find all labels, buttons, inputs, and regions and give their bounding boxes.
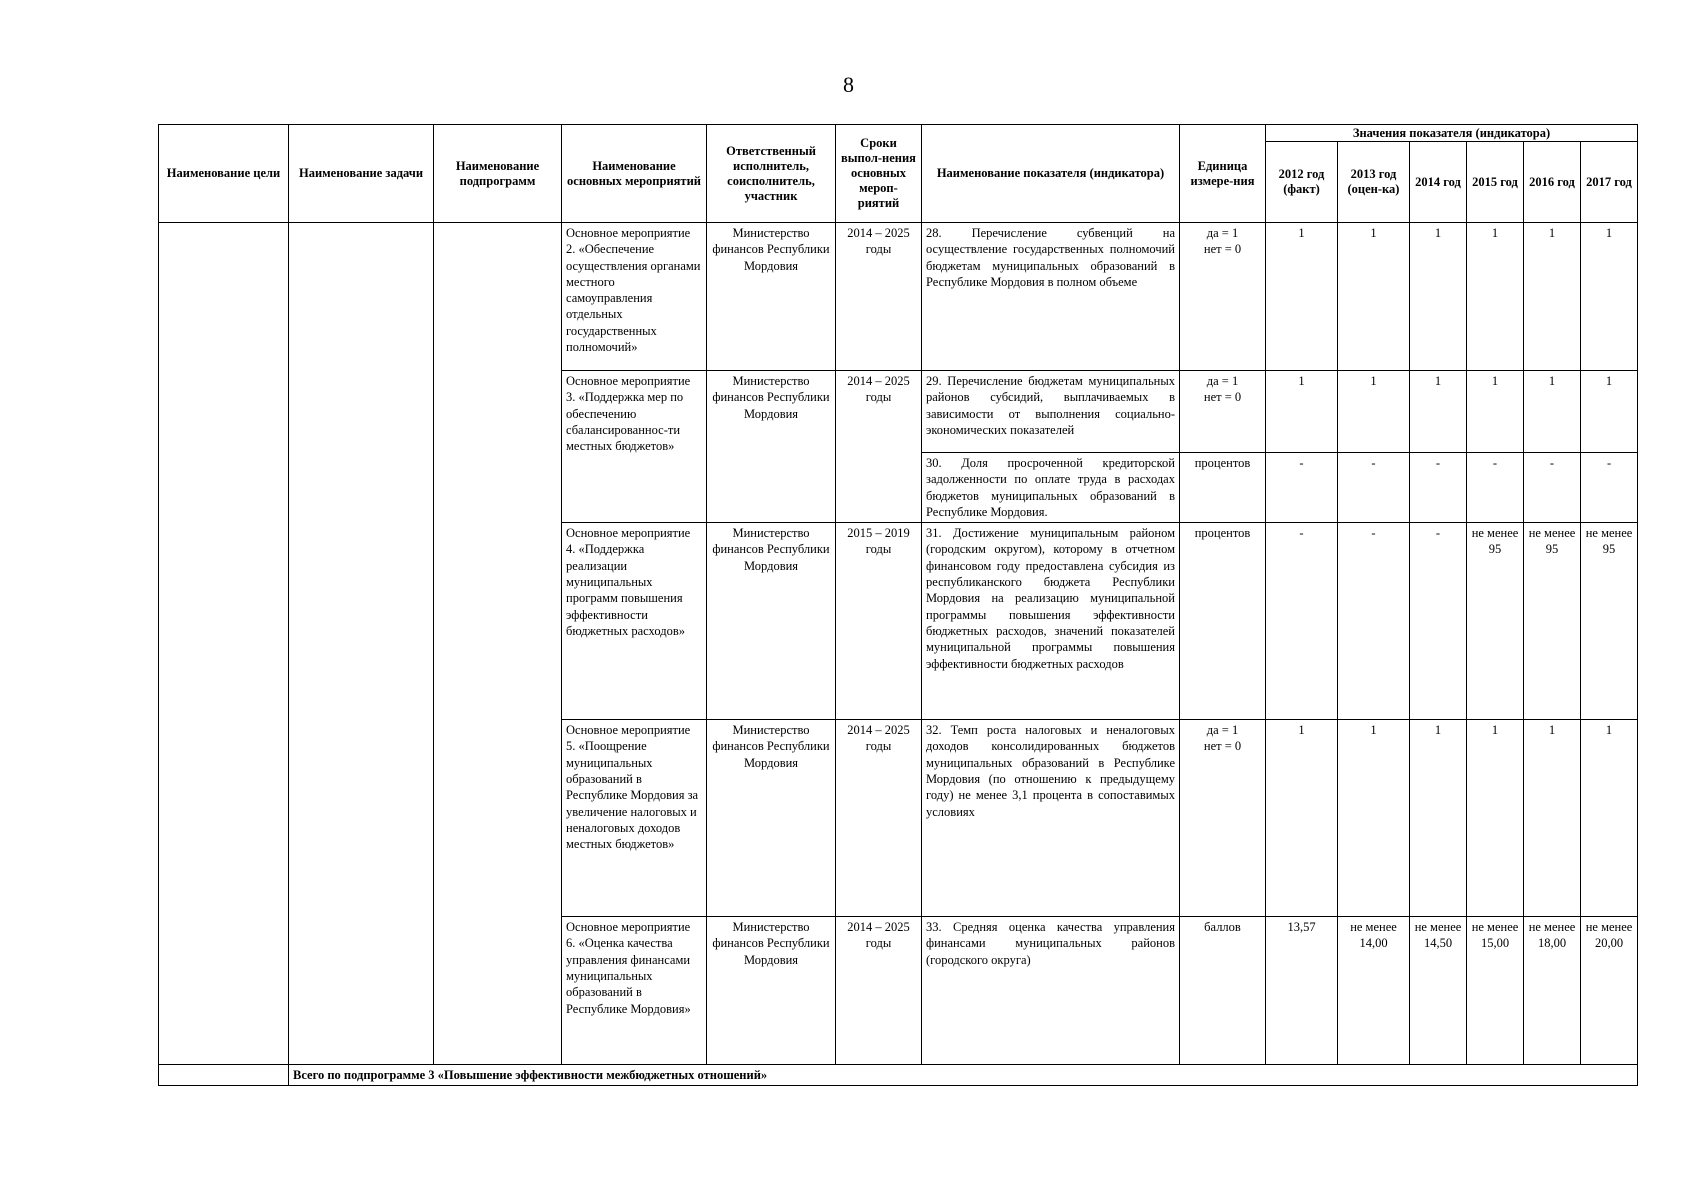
terms-cell: 2015 – 2019 годы	[836, 523, 922, 720]
value-2017: 1	[1581, 371, 1638, 453]
header-year-2017: 2017 год	[1581, 142, 1638, 223]
executor-cell: Министерство финансов Республики Мордовия	[707, 371, 836, 523]
activity-cell: Основное мероприятие 6. «Оценка качества управления финансами муниципальных образований в Республике Мордовия»	[562, 917, 707, 1065]
value-2013: -	[1338, 453, 1410, 523]
executor-cell: Министерство финансов Республики Мордовия	[707, 917, 836, 1065]
value-2015: -	[1467, 453, 1524, 523]
header-year-2014: 2014 год	[1410, 142, 1467, 223]
activity-cell: Основное мероприятие 3. «Поддержка мер по обеспечению сбалансированнос-ти местных бюджетов»	[562, 371, 707, 523]
subprogram-cell	[434, 223, 562, 1065]
total-row	[159, 1065, 1638, 1086]
unit-cell: процентов	[1180, 453, 1266, 523]
value-2014: 1	[1410, 371, 1467, 453]
value-2015: 1	[1467, 371, 1524, 453]
header-year-2012: 2012 год (факт)	[1266, 142, 1338, 223]
header-indicator: Наименование показателя (индикатора)	[922, 125, 1180, 223]
header-subprogram: Наименование подпрограмм	[434, 125, 562, 223]
value-2017: 1	[1581, 223, 1638, 371]
indicators-table	[158, 124, 1638, 1086]
header-goal: Наименование цели	[159, 125, 289, 223]
indicator-cell: 32. Темп роста налоговых и неналоговых доходов консолидированных бюджетов муниципальных образований в Республике Мордовия (по отношению к предыдущему году) не менее 3,1 процента в сопоставимых условиях	[922, 720, 1180, 917]
value-2015: не менее 15,00	[1467, 917, 1524, 1065]
value-2017: не менее 95	[1581, 523, 1638, 720]
value-2017: не менее 20,00	[1581, 917, 1638, 1065]
value-2017: 1	[1581, 720, 1638, 917]
value-2012: -	[1266, 523, 1338, 720]
value-2014: -	[1410, 523, 1467, 720]
header-year-2013: 2013 год (оцен-ка)	[1338, 142, 1410, 223]
header-values-group: Значения показателя (индикатора)	[1266, 125, 1638, 142]
indicator-cell: 29. Перечисление бюджетам муниципальных районов субсидий, выплачиваемых в зависимости от выполнения социально-экономических показателей	[922, 371, 1180, 453]
unit-cell: да = 1 нет = 0	[1180, 223, 1266, 371]
value-2013: 1	[1338, 371, 1410, 453]
activity-cell: Основное мероприятие 2. «Обеспечение осуществления органами местного самоуправления отдельных государственных полномочий»	[562, 223, 707, 371]
indicator-cell: 28. Перечисление субвенций на осуществление государственных полномочий бюджетам муниципальных образований в Республике Мордовия в полном объеме	[922, 223, 1180, 371]
unit-cell: да = 1 нет = 0	[1180, 371, 1266, 453]
value-2016: -	[1524, 453, 1581, 523]
value-2012: 1	[1266, 371, 1338, 453]
value-2013: 1	[1338, 223, 1410, 371]
value-2014: -	[1410, 453, 1467, 523]
terms-cell: 2014 – 2025 годы	[836, 223, 922, 371]
value-2015: 1	[1467, 720, 1524, 917]
header-year-2015: 2015 год	[1467, 142, 1524, 223]
value-2013: не менее 14,00	[1338, 917, 1410, 1065]
value-2015: не менее 95	[1467, 523, 1524, 720]
executor-cell: Министерство финансов Республики Мордовия	[707, 523, 836, 720]
indicator-cell: 33. Средняя оценка качества управления финансами муниципальных районов (городского округа)	[922, 917, 1180, 1065]
indicator-cell: 30. Доля просроченной кредиторской задолженности по оплате труда в расходах бюджетов муниципальных образований в Республике Мордовия.	[922, 453, 1180, 523]
table-row	[159, 223, 1638, 371]
value-2016: не менее 95	[1524, 523, 1581, 720]
value-2012: -	[1266, 453, 1338, 523]
goal-cell	[159, 223, 289, 1065]
value-2016: 1	[1524, 223, 1581, 371]
activity-cell: Основное мероприятие 4. «Поддержка реализации муниципальных программ повышения эффективности бюджетных расходов»	[562, 523, 707, 720]
value-2012: 1	[1266, 720, 1338, 917]
header-terms: Сроки выпол-нения основных мероп-риятий	[836, 125, 922, 223]
activity-cell: Основное мероприятие 5. «Поощрение муниципальных образований в Республике Мордовия за увеличение налоговых и неналоговых доходов местных бюджетов»	[562, 720, 707, 917]
unit-cell: да = 1 нет = 0	[1180, 720, 1266, 917]
value-2016: не менее 18,00	[1524, 917, 1581, 1065]
unit-cell: баллов	[1180, 917, 1266, 1065]
value-2017: -	[1581, 453, 1638, 523]
executor-cell: Министерство финансов Республики Мордовия	[707, 223, 836, 371]
terms-cell: 2014 – 2025 годы	[836, 371, 922, 523]
unit-cell: процентов	[1180, 523, 1266, 720]
header-executor: Ответственный исполнитель, соисполнитель, участник	[707, 125, 836, 223]
value-2016: 1	[1524, 720, 1581, 917]
header-year-2016: 2016 год	[1524, 142, 1581, 223]
page-number: 8	[843, 72, 854, 97]
value-2012: 1	[1266, 223, 1338, 371]
executor-cell: Министерство финансов Республики Мордовия	[707, 720, 836, 917]
value-2015: 1	[1467, 223, 1524, 371]
header-activities: Наименование основных мероприятий	[562, 125, 707, 223]
terms-cell: 2014 – 2025 годы	[836, 917, 922, 1065]
value-2014: 1	[1410, 720, 1467, 917]
value-2014: не менее 14,50	[1410, 917, 1467, 1065]
total-label: Всего по подпрограмме 3 «Повышение эффективности межбюджетных отношений»	[289, 1065, 1638, 1086]
header-task: Наименование задачи	[289, 125, 434, 223]
value-2012: 13,57	[1266, 917, 1338, 1065]
value-2014: 1	[1410, 223, 1467, 371]
value-2016: 1	[1524, 371, 1581, 453]
indicator-cell: 31. Достижение муниципальным районом (городским округом), которому в отчетном финансовом году предоставлена субсидия из республиканского бюджета Республики Мордовия на реализацию муниципальной программы повышения эффективности бюджетных расходов, значений показателей муниципальной программы повышения эффективности бюджетных расходов	[922, 523, 1180, 720]
value-2013: -	[1338, 523, 1410, 720]
value-2013: 1	[1338, 720, 1410, 917]
terms-cell: 2014 – 2025 годы	[836, 720, 922, 917]
header-unit: Единица измере-ния	[1180, 125, 1266, 223]
task-cell	[289, 223, 434, 1065]
